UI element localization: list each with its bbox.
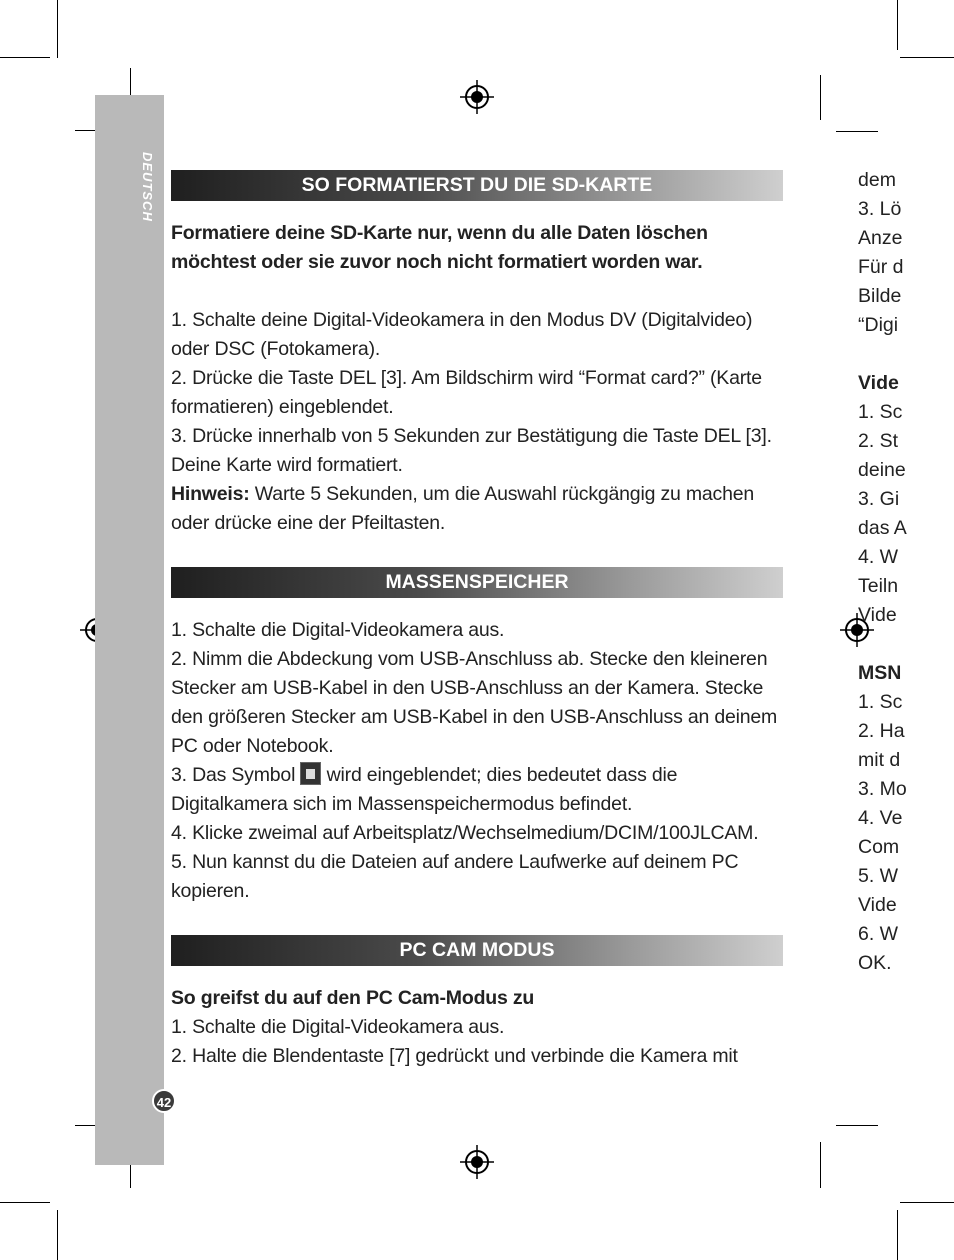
- format-note: [171, 480, 783, 538]
- crop-mark: [820, 1142, 821, 1188]
- crop-mark: [57, 0, 58, 58]
- next-page-line: deine: [858, 459, 906, 481]
- mass-step-1: 1. Schalte die Digital-Videokamera aus.: [171, 619, 505, 641]
- crop-mark: [836, 1125, 878, 1126]
- section-heading-mass-storage: MASSENSPEICHER: [171, 567, 783, 598]
- format-step-1: 1. Schalte deine Digital-Videokamera in den Modus DV (Digitalvideo) oder DSC (Fotokamera).: [171, 309, 753, 360]
- section-heading-pc-cam: PC CAM MODUS: [171, 935, 783, 966]
- next-page-line: Anze: [858, 227, 903, 249]
- mass-step-3-start: 3. Das Symbol: [171, 764, 301, 786]
- next-page-line: 4. Ve: [858, 807, 903, 829]
- registration-mark-icon: [460, 80, 494, 114]
- next-page-column: [858, 166, 954, 978]
- mass-step-5: 5. Nun kannst du die Dateien auf andere Laufwerke auf deinem PC kopieren.: [171, 851, 739, 902]
- crop-mark: [0, 57, 50, 58]
- mass-step-3-end: wird eingeblendet; dies bedeutet dass die Digitalkamera sich im Massenspeichermodus befindet.: [171, 764, 678, 815]
- next-page-line: “Digi: [858, 314, 899, 336]
- crop-mark: [820, 75, 821, 120]
- crop-mark: [897, 1210, 898, 1260]
- next-page-line: Vide: [858, 604, 897, 626]
- crop-mark: [897, 0, 898, 50]
- next-page-line: OK.: [858, 952, 892, 974]
- note-label: Hinweis:: [171, 483, 250, 505]
- crop-mark: [900, 57, 954, 58]
- pccam-step-2: 2. Halte die Blendentaste [7] gedrückt und verbinde die Kamera mit: [171, 1045, 738, 1067]
- next-page-line: Für d: [858, 256, 904, 278]
- note-text: Warte 5 Sekunden, um die Auswahl rückgängig zu machen oder drücke eine der Pfeiltasten.: [171, 483, 755, 534]
- crop-mark: [0, 1202, 50, 1203]
- pccam-step-1: 1. Schalte die Digital-Videokamera aus.: [171, 1016, 505, 1038]
- next-page-line: mit d: [858, 749, 901, 771]
- pccam-subheading: So greifst du auf den PC Cam-Modus zu: [171, 987, 535, 1009]
- crop-mark: [57, 1210, 58, 1260]
- format-step-3: 3. Drücke innerhalb von 5 Sekunden zur Bestätigung die Taste DEL [3]. Deine Karte wird formatiert.: [171, 425, 772, 476]
- next-page-line: 2. St: [858, 430, 899, 452]
- format-intro: Formatiere deine SD-Karte nur, wenn du alle Daten löschen möchtest oder sie zuvor noch nicht formatiert worden war.: [171, 222, 708, 273]
- main-column: [171, 170, 783, 1071]
- next-page-line: Bilde: [858, 285, 902, 307]
- next-page-line: 2. Ha: [858, 720, 905, 742]
- next-page-line: Vide: [858, 372, 899, 394]
- next-page-line: 3. Gi: [858, 488, 900, 510]
- next-page-line: 4. W: [858, 546, 899, 568]
- mass-step-2: 2. Nimm die Abdeckung vom USB-Anschluss ab. Stecke den kleineren Stecker am USB-Kabel in den USB-Anschluss an der Kamera. Stecke den größeren Stecker am USB-Kabel in den USB-Anschluss an deinem PC oder Notebook.: [171, 648, 778, 757]
- next-page-line: 3. Mo: [858, 778, 907, 800]
- format-step-2: 2. Drücke die Taste DEL [3]. Am Bildschirm wird “Format card?” (Karte formatieren) eingeblendet.: [171, 367, 762, 418]
- section-heading-format: SO FORMATIERST DU DIE SD-KARTE: [171, 170, 783, 201]
- next-page-line: Com: [858, 836, 900, 858]
- next-page-line: 6. W: [858, 923, 899, 945]
- next-page-line: das A: [858, 517, 907, 539]
- page-number: 42: [152, 1089, 176, 1113]
- mass-step-4: 4. Klicke zweimal auf Arbeitsplatz/Wechselmedium/DCIM/100JLCAM.: [171, 822, 759, 844]
- next-page-line: dem: [858, 169, 896, 191]
- crop-mark: [900, 1202, 954, 1203]
- crop-mark: [836, 131, 878, 132]
- next-page-line: MSN: [858, 662, 902, 684]
- language-label: DEUTSCH: [140, 152, 155, 222]
- language-sidebar: [95, 95, 164, 1165]
- next-page-line: 5. W: [858, 865, 899, 887]
- next-page-line: 3. Lö: [858, 198, 902, 220]
- next-page-line: [858, 340, 954, 369]
- mass-storage-icon: [300, 762, 321, 785]
- next-page-line: Teiln: [858, 575, 899, 597]
- next-page-line: [858, 630, 954, 659]
- next-page-line: 1. Sc: [858, 401, 903, 423]
- next-page-line: Vide: [858, 894, 897, 916]
- next-page-line: 1. Sc: [858, 691, 903, 713]
- mass-step-3: [171, 761, 783, 819]
- registration-mark-icon: [460, 1145, 494, 1179]
